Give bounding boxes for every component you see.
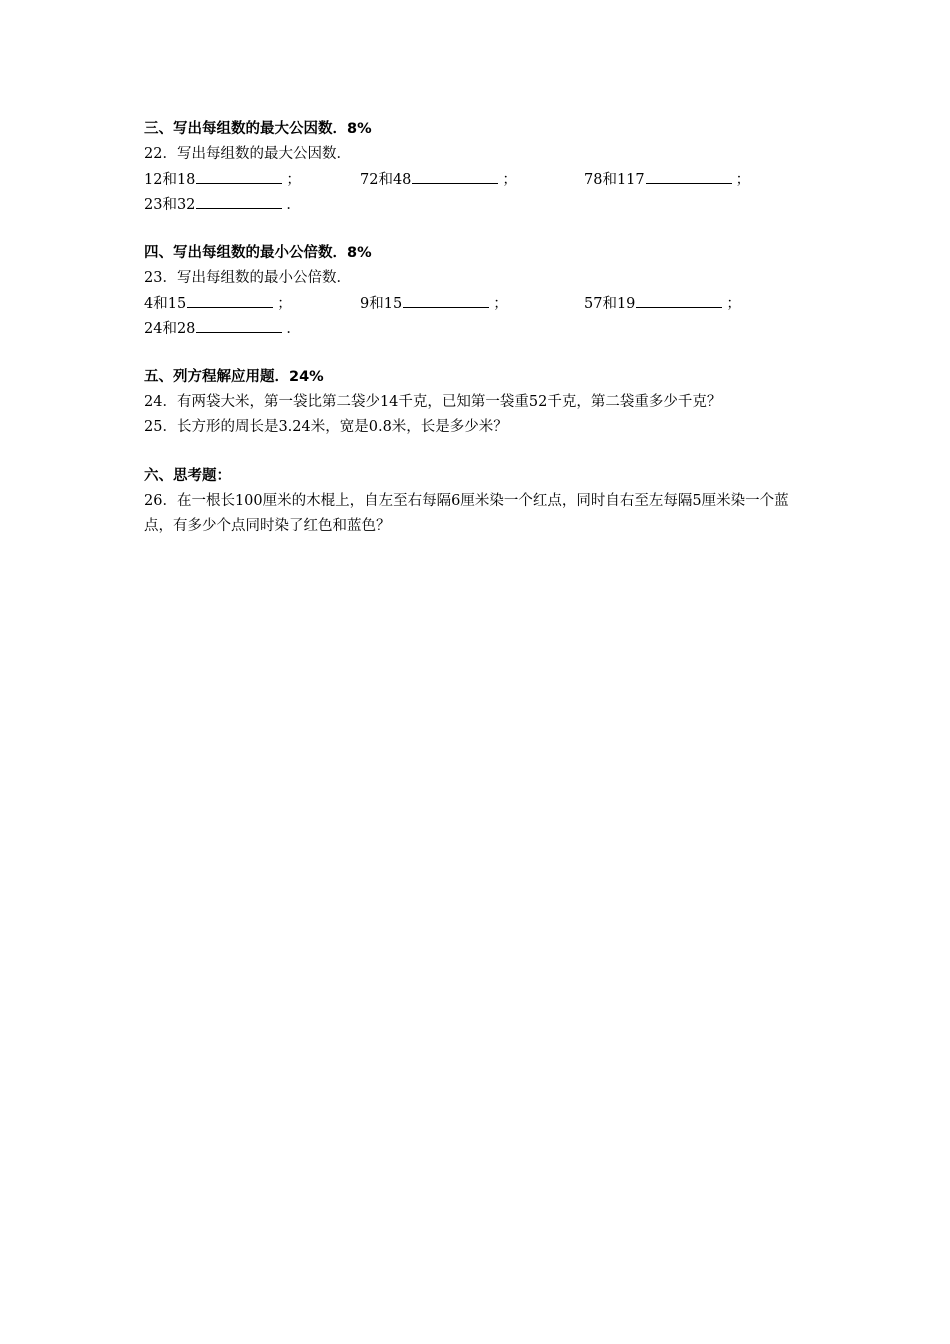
pair-label: 78和117 bbox=[584, 172, 645, 188]
answer-item bbox=[144, 192, 301, 218]
section-heading: 六、思考题： bbox=[144, 468, 231, 484]
question-25: 25．长方形的周长是3.24米，宽是0.8米，长是多少米？ bbox=[144, 419, 508, 435]
answer-row bbox=[144, 192, 824, 217]
section-gcd bbox=[144, 117, 824, 217]
section-lcm bbox=[144, 241, 824, 341]
answer-item bbox=[584, 167, 750, 193]
answer-item bbox=[144, 167, 301, 193]
section-heading: 三、写出每组数的最大公因数．8% bbox=[144, 121, 372, 137]
separator: ； bbox=[277, 296, 292, 312]
answer-blank[interactable] bbox=[412, 167, 498, 184]
answer-item bbox=[584, 291, 741, 317]
pair-label: 12和18 bbox=[144, 172, 196, 188]
pair-label: 23和32 bbox=[144, 197, 196, 213]
answer-blank[interactable] bbox=[636, 291, 722, 308]
pair-label: 72和48 bbox=[360, 172, 412, 188]
separator: ． bbox=[286, 321, 301, 337]
question-23: 23．写出每组数的最小公倍数． bbox=[144, 270, 351, 286]
separator: ． bbox=[286, 197, 301, 213]
pair-label: 57和19 bbox=[584, 296, 636, 312]
answer-item bbox=[144, 291, 292, 317]
pair-label: 9和15 bbox=[360, 296, 403, 312]
section-heading: 四、写出每组数的最小公倍数．8% bbox=[144, 245, 372, 261]
question-22: 22．写出每组数的最大公因数． bbox=[144, 146, 351, 162]
pair-label: 24和28 bbox=[144, 321, 196, 337]
answer-blank[interactable] bbox=[196, 316, 282, 333]
section-heading: 五、列方程解应用题．24% bbox=[144, 369, 324, 385]
separator: ； bbox=[502, 172, 517, 188]
question-26: 26．在一根长100厘米的木棍上，自左至右每隔6厘米染一个红点，同时自右至左每隔5厘米染一个蓝点，有多少个点同时染了红色和蓝色？ bbox=[144, 493, 789, 534]
separator: ； bbox=[493, 296, 508, 312]
section-thinking bbox=[144, 464, 824, 539]
answer-row bbox=[144, 167, 824, 192]
pair-label: 4和15 bbox=[144, 296, 187, 312]
answer-item bbox=[144, 316, 301, 342]
answer-blank[interactable] bbox=[403, 291, 489, 308]
answer-item bbox=[360, 291, 508, 317]
answer-blank[interactable] bbox=[196, 167, 282, 184]
separator: ； bbox=[286, 172, 301, 188]
answer-blank[interactable] bbox=[646, 167, 732, 184]
answer-blank[interactable] bbox=[187, 291, 273, 308]
section-word-problems bbox=[144, 365, 824, 440]
question-24: 24．有两袋大米，第一袋比第二袋少14千克，已知第一袋重52千克，第二袋重多少千克？ bbox=[144, 394, 722, 410]
answer-row bbox=[144, 316, 824, 341]
answer-row bbox=[144, 291, 824, 316]
document-content bbox=[144, 117, 824, 563]
separator: ； bbox=[726, 296, 741, 312]
answer-item bbox=[360, 167, 517, 193]
separator: ； bbox=[735, 172, 751, 188]
answer-blank[interactable] bbox=[196, 192, 282, 209]
